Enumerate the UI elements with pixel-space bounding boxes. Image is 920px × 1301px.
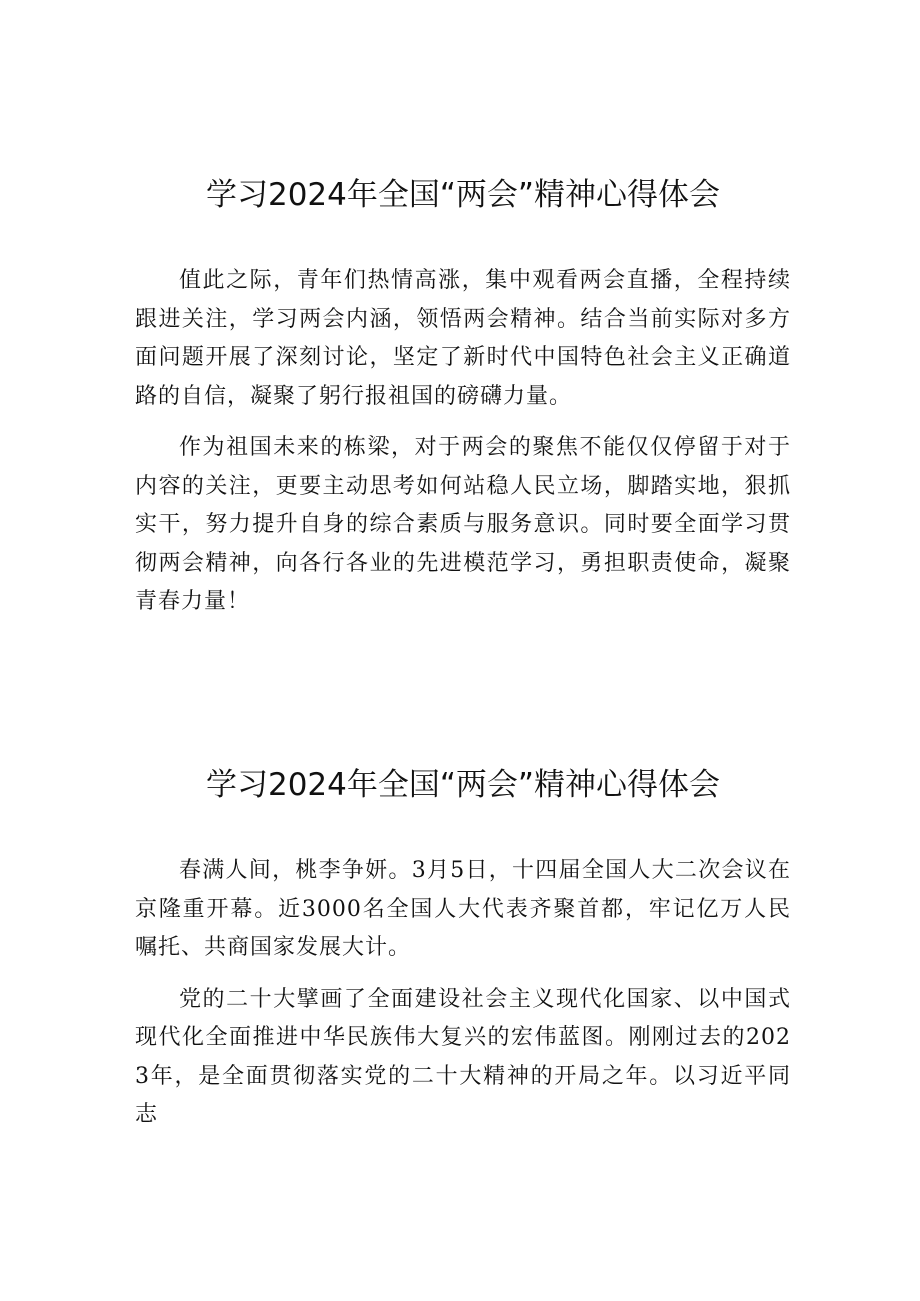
- article-section-1: [135, 170, 791, 622]
- paragraph: 党的二十大擘画了全面建设社会主义现代化国家、以中国式现代化全面推进中华民族伟大复兴的宏伟蓝图。刚刚过去的2023年，是全面贯彻落实党的二十大精神的开局之年。以习近平同志: [135, 986, 791, 1127]
- paragraph: 值此之际，青年们热情高涨，集中观看两会直播，全程持续跟进关注，学习两会内涵，领悟两会精神。结合当前实际对多方面问题开展了深刻讨论，坚定了新时代中国特色社会主义正确道路的自信，凝聚了躬行报祖国的磅礴力量。: [135, 268, 791, 409]
- article-title: 学习2024年全国“两会”精神心得体会: [205, 177, 720, 213]
- article-body: [135, 262, 791, 622]
- paragraph: 春满人间，桃李争妍。3月5日，十四届全国人大二次会议在京隆重开幕。近3000名全国人大代表齐聚首都，牢记亿万人民嘱托、共商国家发展大计。: [135, 858, 791, 960]
- article-section-2: [135, 760, 791, 1135]
- article-title: 学习2024年全国“两会”精神心得体会: [205, 767, 720, 803]
- article-body: [135, 852, 791, 1135]
- paragraph: 作为祖国未来的栋梁，对于两会的聚焦不能仅仅停留于对于内容的关注，更要主动思考如何站稳人民立场，脚踏实地，狠抓实干，努力提升自身的综合素质与服务意识。同时要全面学习贯彻两会精神，向各行各业的先进模范学习，勇担职责使命，凝聚青春力量！: [135, 435, 791, 614]
